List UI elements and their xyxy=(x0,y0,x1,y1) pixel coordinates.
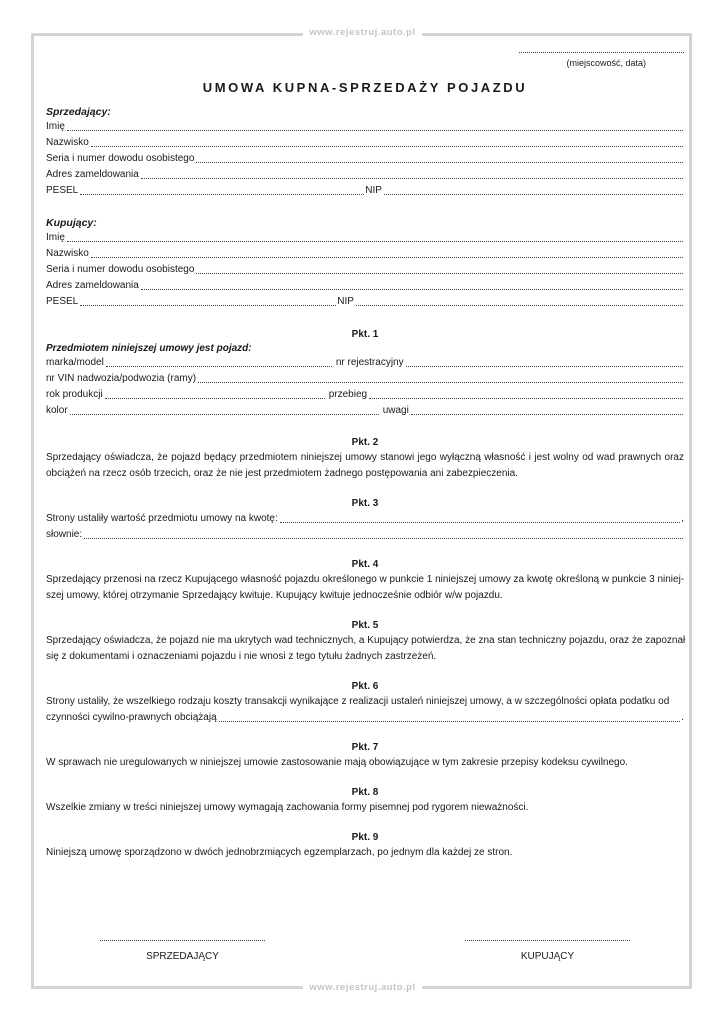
section-pkt7 xyxy=(46,741,684,771)
contract-body xyxy=(46,44,684,861)
pkt6-title: Pkt. 6 xyxy=(351,681,379,692)
pkt6-line1: Strony ustaliły, że wszelkiego rodzaju koszty transakcji wynikające z realizacji ustaleń niniejszej umowy, a w szczególności opłata podatku od xyxy=(46,696,670,707)
seller-name-field[interactable]: Imię xyxy=(46,119,684,135)
section-pkt8 xyxy=(46,786,684,816)
pkt2-title: Pkt. 2 xyxy=(351,437,379,448)
price-amount-field[interactable]: Strony ustaliły wartość przedmiotu umowy na kwotę: , xyxy=(46,513,684,524)
pkt4-line1: Sprzedający przenosi na rzecz Kupującego własność pojazdu określonego w punkcie 1 niniejszej umowy za kwotę określoną w punkcie 3 niniej- xyxy=(46,574,685,585)
pkt8-text: Wszelkie zmiany w treści niniejszej umowy wymagają zachowania formy pisemnej pod rygorem nieważności. xyxy=(46,802,529,813)
document-title: UMOWA KUPNA-SPRZEDAŻY POJAZDU xyxy=(202,80,528,95)
section-pkt1 xyxy=(46,328,684,419)
pkt7-title: Pkt. 7 xyxy=(351,742,379,753)
vehicle-year-mileage-field[interactable]: rok produkcji przebieg xyxy=(46,387,684,403)
seller-surname-field[interactable]: Nazwisko xyxy=(46,135,684,151)
section-pkt3 xyxy=(46,497,684,543)
pkt4-title: Pkt. 4 xyxy=(351,559,379,570)
watermark-bottom: www.rejestruj.auto.pl xyxy=(0,982,725,993)
pkt3-title: Pkt. 3 xyxy=(351,498,379,509)
vehicle-color-notes-field[interactable]: kolor uwagi xyxy=(46,403,684,419)
seller-address-field[interactable]: Adres zameldowania xyxy=(46,167,684,183)
buyer-name-field[interactable]: Imię xyxy=(46,230,684,246)
pkt4-line2: szej umowy, której otrzymanie Sprzedający kwituje. Kupujący kwituje jednocześnie odbiór w/w pojazdu. xyxy=(46,590,503,601)
vehicle-vin-field[interactable]: nr VIN nadwozia/podwozia (ramy) xyxy=(46,371,684,387)
section-pkt4 xyxy=(46,558,684,604)
seller-signature-label: SPRZEDAJĄCY xyxy=(146,951,219,962)
pkt8-title: Pkt. 8 xyxy=(351,787,379,798)
seller-heading: Sprzedający: xyxy=(46,106,111,118)
buyer-heading: Kupujący: xyxy=(46,217,97,229)
pkt1-title: Pkt. 1 xyxy=(351,329,379,340)
price-words-field[interactable]: słownie: xyxy=(46,527,684,543)
seller-signature-line[interactable] xyxy=(100,936,265,941)
section-pkt9 xyxy=(46,831,684,861)
buyer-signature-line[interactable] xyxy=(465,936,630,941)
pkt1-subheading: Przedmiotem niniejszej umowy jest pojazd: xyxy=(46,343,252,354)
cost-party-field[interactable]: czynności cywilno-prawnych obciążają . xyxy=(46,712,684,723)
pkt7-text: W sprawach nie uregulowanych w niniejszej umowie zastosowanie mają obowiązujące w tym zakresie przepisy kodeksu cywilnego. xyxy=(46,757,628,768)
place-date-field[interactable] xyxy=(519,44,684,53)
buyer-surname-field[interactable]: Nazwisko xyxy=(46,246,684,262)
buyer-signature-label: KUPUJĄCY xyxy=(520,951,575,962)
buyer-address-field[interactable]: Adres zameldowania xyxy=(46,278,684,294)
place-date-block xyxy=(46,44,684,68)
buyer-section xyxy=(46,216,684,310)
pkt5-title: Pkt. 5 xyxy=(351,620,379,631)
section-pkt5 xyxy=(46,619,684,665)
place-date-label: (miejscowość, data) xyxy=(566,58,646,68)
pkt2-text: Sprzedający oświadcza, że pojazd będący przedmiotem niniejszej umowy stanowi jego wyłączną własność i jest wolny od wad prawnych oraz obciążeń na rzecz osób trzecich, oraz że nie jest przedmiotem żadnego postępowania ani zabezpieczenia. xyxy=(46,452,684,479)
watermark-top: www.rejestruj.auto.pl xyxy=(0,27,725,38)
seller-signature xyxy=(100,936,265,962)
buyer-id-field[interactable]: Seria i numer dowodu osobistego xyxy=(46,262,684,278)
pkt9-text: Niniejszą umowę sporządzono w dwóch jednobrzmiących egzemplarzach, po jednym dla każdej ze stron. xyxy=(46,847,513,858)
pkt9-title: Pkt. 9 xyxy=(351,832,379,843)
pkt5-line1: Sprzedający oświadcza, że pojazd nie ma ukrytych wad technicznych, a Kupujący potwierdza, że zna stan techniczny pojazdu, oraz że zapoznał xyxy=(46,635,686,646)
section-pkt6 xyxy=(46,680,684,726)
seller-pesel-nip-field[interactable]: PESEL NIP xyxy=(46,183,684,199)
seller-section xyxy=(46,105,684,199)
buyer-signature xyxy=(465,936,630,962)
buyer-pesel-nip-field[interactable]: PESEL NIP xyxy=(46,294,684,310)
section-pkt2 xyxy=(46,436,684,482)
pkt5-line2: się z dokumentami i oznaczeniami pojazdu i nie wnosi z tego tytułu żadnych zastrzeżeń. xyxy=(46,651,437,662)
vehicle-make-reg-field[interactable]: marka/model nr rejestracyjny xyxy=(46,355,684,371)
seller-id-field[interactable]: Seria i numer dowodu osobistego xyxy=(46,151,684,167)
